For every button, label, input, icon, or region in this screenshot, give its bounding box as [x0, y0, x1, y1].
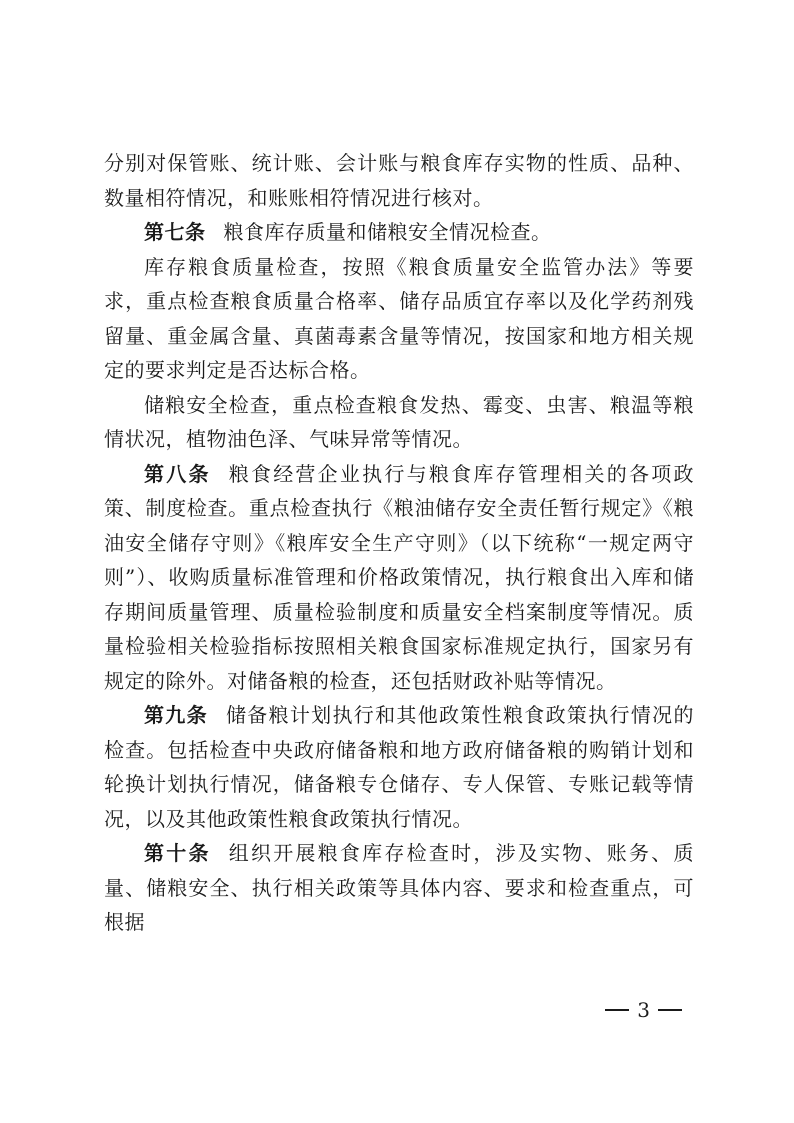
article-7-safety-paragraph: [104, 388, 694, 457]
document-body: [104, 146, 694, 940]
article-10-paragraph: [104, 836, 694, 940]
paragraph-continuation: [104, 146, 694, 215]
article-8-paragraph: [104, 457, 694, 699]
article-7-quality-paragraph: [104, 250, 694, 388]
paragraph-text: 储备粮计划执行和其他政策性粮食政策执行情况的检查。包括检查中央政府储备粮和地方政府储备粮的购销计划和轮换计划执行情况，储备粮专仓储存、专人保管、专账记载等情况，以及其他政策性粮食政策执行情况。: [104, 703, 694, 831]
paragraph-text: 粮食库存质量和储粮安全情况检查。: [223, 220, 552, 244]
paragraph-text: 库存粮食质量检查，按照《粮食质量安全监管办法》等要求，重点检查粮食质量合格率、储存品质宜存率以及化学药剂残留量、重金属含量、真菌毒素含量等情况，按国家和地方相关规定的要求判定是否达标合格。: [104, 254, 694, 382]
paragraph-text: 粮食经营企业执行与粮食库存管理相关的各项政策、制度检查。重点检查执行《粮油储存安全责任暂行规定》《粮油安全储存守则》《粮库安全生产守则》（以下统称“一规定两守则”）、收购质量标准管理和价格政策情况，执行粮食出入库和储存期间质量管理、质量检验制度和质量安全档案制度等情况。质量检验相关检验指标按照相关粮食国家标准规定执行，国家另有规定的除外。对储备粮的检查，还包括财政补贴等情况。: [104, 461, 695, 693]
paragraph-text: 组织开展粮食库存检查时，涉及实物、账务、质量、储粮安全、执行相关政策等具体内容、要求和检查重点，可根据: [104, 841, 695, 934]
page-number: [597, 995, 690, 1025]
article-number: 第七条: [144, 220, 206, 244]
article-number: 第九条: [144, 703, 208, 727]
article-9-paragraph: [104, 698, 694, 836]
paragraph-text: 储粮安全检查，重点检查粮食发热、霉变、虫害、粮温等粮情状况，植物油色泽、气味异常等情况。: [104, 392, 694, 451]
dash-left: [605, 1009, 629, 1011]
paragraph-text: 分别对保管账、统计账、会计账与粮食库存实物的性质、品种、数量相符情况，和账账相符情况进行核对。: [104, 151, 694, 210]
article-number: 第十条: [144, 841, 211, 865]
article-7-heading-paragraph: [104, 215, 694, 250]
dash-right: [658, 1009, 682, 1011]
page-number-value: 3: [637, 998, 650, 1022]
article-number: 第八条: [144, 461, 211, 486]
